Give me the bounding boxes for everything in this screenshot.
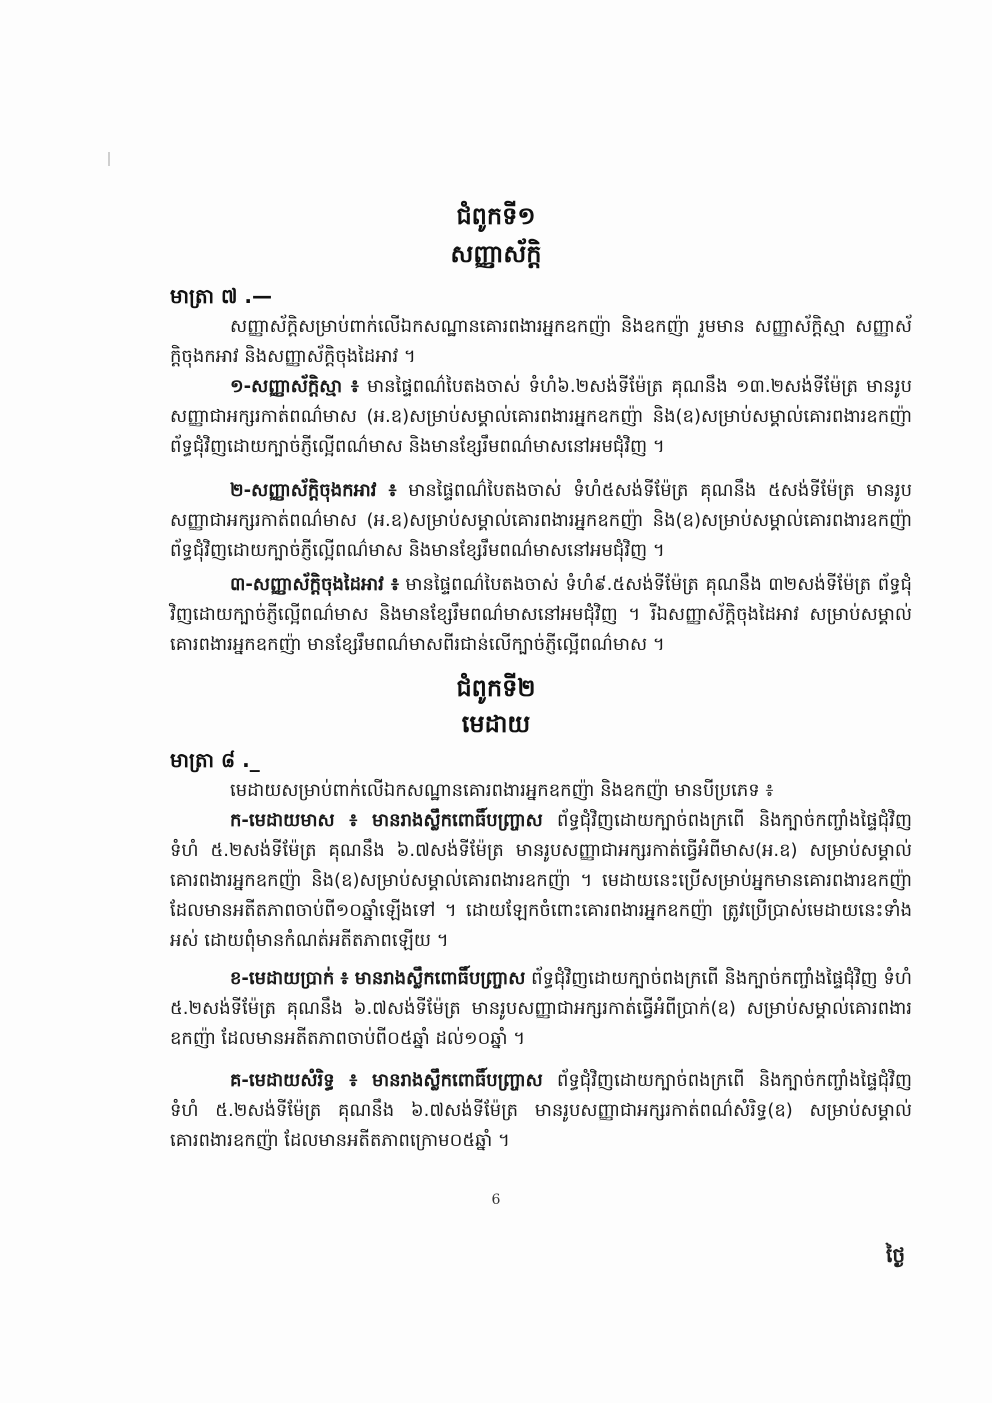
page-number: 6 xyxy=(491,1192,501,1208)
chapter1-subheading: សញ្ញាស័ក្តិ xyxy=(450,240,542,268)
article7-item1 xyxy=(170,372,912,462)
article8-intro xyxy=(170,776,912,806)
article7-item2-text: មានផ្ទៃពណ៌បៃតងចាស់ ទំហំ៥សង់ទីម៉ែត្រ គុណនឹង ៥សង់ទីម៉ែត្រ មានរូបសញ្ញាជាអក្សរកាត់ពណ៌មាស (អ.ឧ)សម្រាប់សម្គាល់គោរពងារអ្នកឧកញ៉ា និង(ឧ)សម្រាប់សម្គាល់គោរពងារឧកញ៉ា ព័ទ្ធជុំវិញដោយក្បាច់ភ្ញីល្អើពណ៌មាស និងមានខ្សែរឹមពណ៌មាសនៅអមជុំវិញ ។ xyxy=(170,480,912,561)
chapter2-subheading: មេដាយ xyxy=(461,710,531,738)
chapter1-heading: ជំពូកទី១ xyxy=(456,202,536,230)
article8-itemC-lead: គ-មេដាយសំរិទ្ធ ៖ មានរាងស្លឹកពោធិ៍បញ្ច្រាស xyxy=(230,1070,543,1091)
article8-itemA xyxy=(170,806,912,956)
article8-itemA-lead: ក-មេដាយមាស ៖ មានរាងស្លឹកពោធិ៍បញ្ច្រាស xyxy=(230,810,543,831)
article7-item2-lead: ២-សញ្ញាស័ក្តិចុងកអាវ ៖ xyxy=(230,480,397,501)
article7-item2 xyxy=(170,476,912,566)
article7-intro xyxy=(170,312,912,372)
article8-itemB xyxy=(170,964,912,1054)
article8-itemC xyxy=(170,1066,912,1156)
article7-item1-lead: ១-សញ្ញាស័ក្តិស្មា ៖ xyxy=(230,376,359,397)
article8-itemB-lead: ខ-មេដាយប្រាក់ ៖ មានរាងស្លឹកពោធិ៍បញ្ច្រាស xyxy=(230,968,526,989)
article7-label: មាត្រា ៧ .— xyxy=(170,284,272,308)
chapter2-heading: ជំពូកទី២ xyxy=(456,674,536,702)
article7-item1-text: មានផ្ទៃពណ៌បៃតងចាស់ ទំហំ៦.២សង់ទីម៉ែត្រ គុណនឹង ១៣.២សង់ទីម៉ែត្រ មានរូបសញ្ញាជាអក្សរកាត់ពណ៌មាស (អ.ឧ)សម្រាប់សម្គាល់គោរពងារអ្នកឧកញ៉ា និង(ឧ)សម្រាប់សម្គាល់គោរពងារឧកញ៉ា ព័ទ្ធជុំវិញដោយក្បាច់ភ្ញីល្អើពណ៌មាស និងមានខ្សែរឹមពណ៌មាសនៅអមជុំវិញ ។ xyxy=(170,376,913,457)
article7-item3 xyxy=(170,570,912,660)
article7-intro-text: សញ្ញាស័ក្តិសម្រាប់ពាក់លើឯកសណ្ឋានគោរពងារអ្នកឧកញ៉ា និងឧកញ៉ា រួមមាន សញ្ញាស័ក្តិស្មា សញ្ញាស័ក្តិចុងកអាវ និងសញ្ញាស័ក្តិចុងដៃអាវ ។ xyxy=(170,316,912,367)
article7-item3-lead: ៣-សញ្ញាស័ក្តិចុងដៃអាវ ៖ xyxy=(230,574,399,595)
article8-intro-text: មេដាយសម្រាប់ពាក់លើឯកសណ្ឋានគោរពងារអ្នកឧកញ៉ា និងឧកញ៉ា មានបីប្រភេទ ៖ xyxy=(230,780,774,801)
article7-item3-text: មានផ្ទៃពណ៌បៃតងចាស់ ទំហំ៩.៥សង់ទីម៉ែត្រ គុណនឹង ៣២សង់ទីម៉ែត្រ ព័ទ្ធជុំវិញដោយក្បាច់ភ្ញីល្អើពណ៌មាស និងមានខ្សែរឹមពណ៌មាសនៅអមជុំវិញ ។ រីឯសញ្ញាស័ក្តិចុងដៃអាវ សម្រាប់សម្គាល់គោរពងារអ្នកឧកញ៉ា មានខ្សែរឹមពណ៌មាសពីរជាន់លើក្បាច់ភ្ញីល្អើពណ៌មាស ។ xyxy=(170,574,912,655)
article8-itemC-text: ព័ទ្ធជុំវិញដោយក្បាច់ពងក្រពើ និងក្បាច់កញ្ចាំងផ្ទៃជុំវិញ ទំហំ ៥.២សង់ទីម៉ែត្រ គុណនឹង ៦.៧សង់ទីម៉ែត្រ មានរូបសញ្ញាជាអក្សរកាត់ពណ៌សំរិទ្ធ(ឧ) សម្រាប់សម្គាល់គោរពងារឧកញ៉ា ដែលមានអតីតភាពក្រោម០៥ឆ្នាំ ។ xyxy=(170,1070,912,1151)
corner-mark: ថ្ងៃ xyxy=(886,1243,906,1267)
article8-itemB-text: ព័ទ្ធជុំវិញដោយក្បាច់ពងក្រពើ និងក្បាច់កញ្ចាំងផ្ទៃជុំវិញ ទំហំ ៥.២សង់ទីម៉ែត្រ គុណនឹង ៦.៧សង់ទីម៉ែត្រ មានរូបសញ្ញាជាអក្សរកាត់ធ្វើអំពីប្រាក់(ឧ) សម្រាប់សម្គាល់គោរពងារឧកញ៉ា ដែលមានអតីតភាពចាប់ពី០៥ឆ្នាំ ដល់១០ឆ្នាំ ។ xyxy=(170,968,912,1049)
article8-label: មាត្រា ៨ ._ xyxy=(170,748,260,772)
article8-itemA-text: ព័ទ្ធជុំវិញដោយក្បាច់ពងក្រពើ និងក្បាច់កញ្ចាំងផ្ទៃជុំវិញ ទំហំ ៥.២សង់ទីម៉ែត្រ គុណនឹង ៦.៧សង់ទីម៉ែត្រ មានរូបសញ្ញាជាអក្សរកាត់ធ្វើអំពីមាស(អ.ឧ) សម្រាប់សម្គាល់គោរពងារអ្នកឧកញ៉ា និង(ឧ)សម្រាប់សម្គាល់គោរពងារឧកញ៉ា ។ មេដាយនេះប្រើសម្រាប់អ្នកមានគោរពងារឧកញ៉ា ដែលមានអតីតភាពចាប់ពី១០ឆ្នាំឡើងទៅ ។ ដោយឡែកចំពោះគោរពងារអ្នកឧកញ៉ា ត្រូវប្រើប្រាស់មេដាយនេះទាំងអស់ ដោយពុំមានកំណត់អតីតភាពឡើយ ។ xyxy=(170,810,912,951)
scan-speck xyxy=(108,152,110,166)
